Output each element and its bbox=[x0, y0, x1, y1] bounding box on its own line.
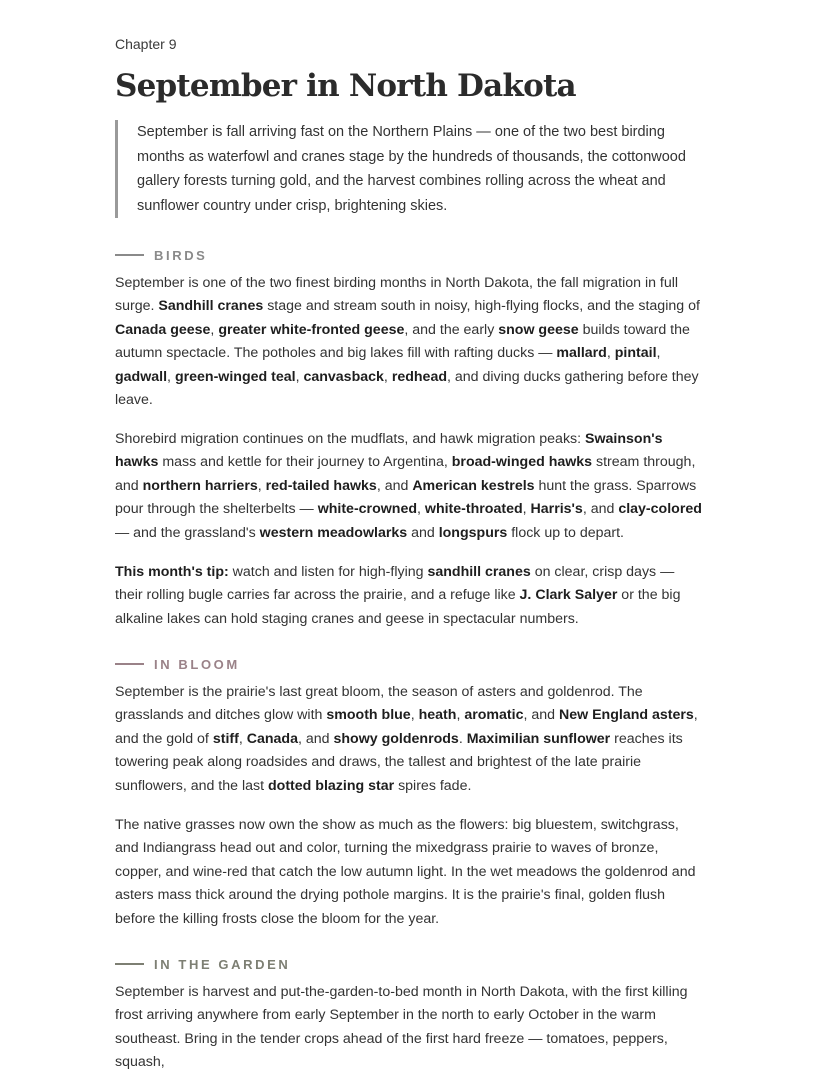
heading-label: BIRDS bbox=[154, 247, 208, 263]
highlighted-term: western meadowlarks bbox=[259, 524, 408, 541]
bloom-paragraph-1: September is the prairie's last great bloom, the season of asters and goldenrod. The grasslands and ditches glow with smooth blue, heath, aromatic, and New England asters, and the gold of stiff, Canada, and showy goldenrods. Maximilian sunflower reaches its towering peak along roadsides and draws, the tallest and brightest of the late prairie sunflowers, and the last dotted blazing star spires fade. bbox=[115, 684, 698, 794]
heading-rule bbox=[115, 963, 144, 965]
highlighted-term: Maximilian sunflower bbox=[466, 730, 611, 747]
highlighted-term: red-tailed hawks bbox=[265, 477, 377, 494]
highlighted-term: pintail bbox=[614, 345, 657, 362]
highlighted-term: white-crowned bbox=[317, 501, 418, 518]
section-heading-garden bbox=[115, 954, 290, 974]
bloom-paragraph-2: The native grasses now own the show as much as the flowers: big bluestem, switchgrass, and Indiangrass head out and color, turning the mixedgrass prairie to waves of bronze, copper, and wine-red that catch the low autumn light. In the wet meadows the goldenrod and asters mass thick around the drying pothole margins. It is the prairie's final, golden flush before the killing frosts close the bloom for the year. bbox=[115, 817, 696, 927]
chapter-number: Chapter 9 bbox=[115, 36, 177, 52]
highlighted-term: American kestrels bbox=[412, 477, 535, 494]
highlighted-term: sandhill cranes bbox=[427, 564, 531, 580]
highlighted-term: greater white-fronted geese bbox=[218, 321, 405, 338]
highlighted-term: Sandhill cranes bbox=[158, 298, 264, 315]
highlighted-term: longspurs bbox=[438, 524, 508, 541]
highlighted-term: clay-colored bbox=[618, 501, 702, 518]
highlighted-term: green-winged teal bbox=[174, 368, 296, 385]
highlighted-term: mallard bbox=[556, 345, 607, 362]
birds-paragraph-1: September is one of the two finest birding months in North Dakota, the fall migration in full surge. Sandhill cranes stage and stream south in noisy, high-flying flocks, and the staging of Canada geese, greater white-fronted geese, and the early snow geese builds toward the autumn spectacle. The potholes and big lakes fill with rafting ducks — mallard, pintail, gadwall, green-winged teal, canvasback, redhead, and diving ducks gathering before they leave. bbox=[115, 275, 700, 409]
highlighted-term: stiff bbox=[212, 730, 239, 747]
intro-blockquote: September is fall arriving fast on the Northern Plains — one of the two best birding months as waterfowl and cranes stage by the hundreds of thousands, the cottonwood gallery forests turning gold, and the harvest combines rolling across the wheat and sunflower country under crisp, brightening skies. bbox=[115, 120, 709, 218]
highlighted-term: aromatic bbox=[464, 707, 524, 724]
chapter-title: September in North Dakota bbox=[115, 68, 576, 104]
highlighted-term: Canada geese bbox=[115, 321, 211, 338]
birds-tip-paragraph: This month's tip: watch and listen for high-flying sandhill cranes on clear, crisp days — their rolling bugle carries far across the prairie, and a refuge like J. Clark Salyer or the big alkaline lakes can hold staging cranes and geese in spectacular numbers. bbox=[115, 564, 681, 627]
birds-paragraph-2: Shorebird migration continues on the mudflats, and hawk migration peaks: Swainson's hawks mass and kettle for their journey to Argentina, broad-winged hawks stream through, and northern harriers, red-tailed hawks, and American kestrels hunt the grass. Sparrows pour through the shelterbelts — white-crowned, white-throated, Harris's, and clay-colored — and the grassland's western meadowlarks and longspurs flock up to depart. bbox=[115, 431, 702, 541]
heading-rule bbox=[115, 254, 144, 256]
highlighted-term: Harris's bbox=[530, 501, 583, 518]
heading-label: IN BLOOM bbox=[154, 656, 240, 672]
highlighted-term: This month's tip: bbox=[115, 564, 229, 580]
section-heading-birds bbox=[115, 245, 207, 265]
highlighted-term: Canada bbox=[246, 730, 298, 747]
garden-paragraph-1: September is harvest and put-the-garden-to-bed month in North Dakota, with the first killing frost arriving anywhere from early September in the north to early October in the warm southeast. Bring in the tender crops ahead of the first hard freeze — tomatoes, peppers, squash, bbox=[115, 984, 688, 1071]
highlighted-term: canvasback bbox=[303, 368, 384, 385]
highlighted-term: showy goldenrods bbox=[333, 730, 459, 747]
highlighted-term: J. Clark Salyer bbox=[519, 587, 618, 604]
highlighted-term: broad-winged hawks bbox=[451, 454, 593, 471]
highlighted-term: heath bbox=[418, 707, 457, 724]
highlighted-term: white-throated bbox=[424, 501, 523, 518]
section-heading-bloom bbox=[115, 654, 240, 674]
highlighted-term: Swainson's hawks bbox=[115, 431, 663, 471]
highlighted-term: snow geese bbox=[498, 321, 579, 338]
highlighted-term: gadwall bbox=[115, 368, 168, 385]
highlighted-term: northern harriers bbox=[142, 477, 258, 494]
heading-label: IN THE GARDEN bbox=[154, 956, 291, 972]
heading-rule bbox=[115, 663, 144, 665]
highlighted-term: redhead bbox=[391, 368, 448, 385]
highlighted-term: smooth blue bbox=[326, 707, 411, 724]
highlighted-term: dotted blazing star bbox=[268, 777, 395, 794]
highlighted-term: New England asters bbox=[558, 707, 694, 724]
